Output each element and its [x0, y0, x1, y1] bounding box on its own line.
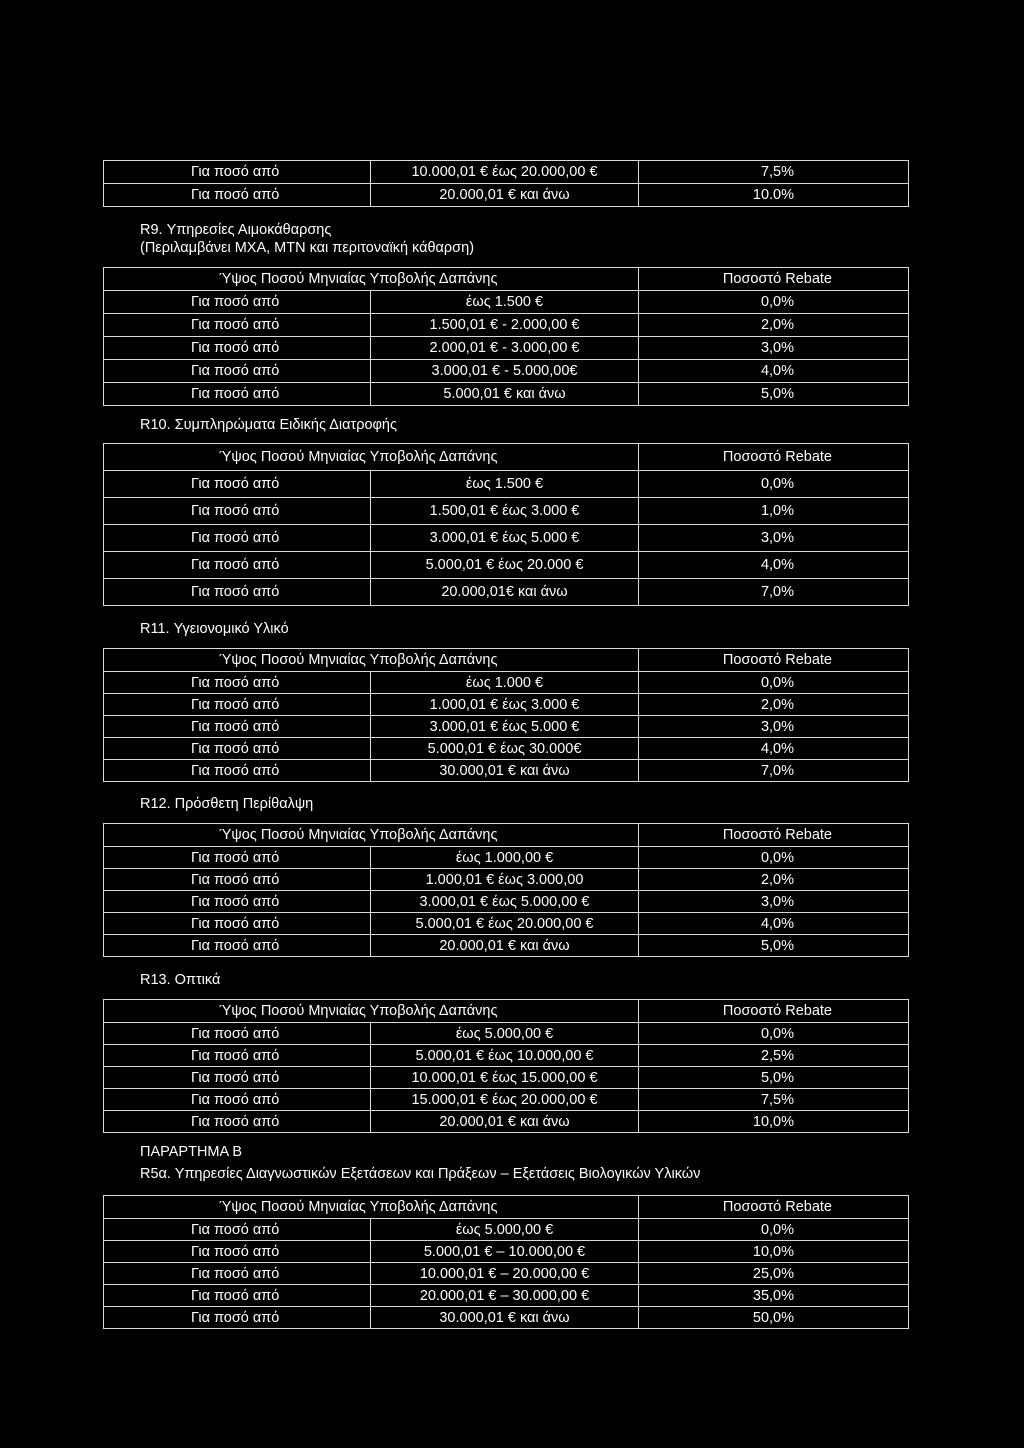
row-rate: 3,0%: [639, 337, 909, 360]
table-row: [104, 1285, 909, 1307]
table-row: [104, 847, 909, 869]
table-row: [104, 1067, 909, 1089]
row-label: Για ποσό από: [104, 184, 371, 207]
table-row: [104, 1263, 909, 1285]
row-rate: 5,0%: [639, 935, 909, 957]
row-label: Για ποσό από: [104, 525, 371, 552]
header-rebate: Ποσοστό Rebate: [639, 1000, 909, 1023]
header-amount: Ύψος Ποσού Μηνιαίας Υποβολής Δαπάνης: [104, 1196, 639, 1219]
row-rate: 10,0%: [639, 1241, 909, 1263]
table-row: [104, 161, 909, 184]
row-rate: 2,5%: [639, 1045, 909, 1067]
row-label: Για ποσό από: [104, 383, 371, 406]
table-top: [103, 160, 909, 207]
row-range: έως 1.500 €: [371, 471, 639, 498]
row-rate: 7,5%: [639, 161, 909, 184]
row-rate: 0,0%: [639, 1023, 909, 1045]
table-row: [104, 383, 909, 406]
row-label: Για ποσό από: [104, 935, 371, 957]
row-label: Για ποσό από: [104, 579, 371, 606]
row-range: 10.000,01 € – 20.000,00 €: [371, 1263, 639, 1285]
row-range: έως 1.500 €: [371, 291, 639, 314]
row-range: 3.000,01 € έως 5.000 €: [371, 716, 639, 738]
row-rate: 0,0%: [639, 1219, 909, 1241]
row-range: 20.000,01 € και άνω: [371, 184, 639, 207]
row-label: Για ποσό από: [104, 672, 371, 694]
row-rate: 4,0%: [639, 552, 909, 579]
table-header-row: [104, 1000, 909, 1023]
table-row: [104, 1111, 909, 1133]
row-rate: 2,0%: [639, 869, 909, 891]
row-label: Για ποσό από: [104, 738, 371, 760]
row-range: 5.000,01 € έως 20.000 €: [371, 552, 639, 579]
row-label: Για ποσό από: [104, 1219, 371, 1241]
row-rate: 50,0%: [639, 1307, 909, 1329]
row-rate: 2,0%: [639, 694, 909, 716]
row-rate: 3,0%: [639, 891, 909, 913]
row-range: 20.000,01€ και άνω: [371, 579, 639, 606]
row-label: Για ποσό από: [104, 891, 371, 913]
row-rate: 25,0%: [639, 1263, 909, 1285]
table-r11: [103, 648, 909, 782]
table-row: [104, 291, 909, 314]
row-label: Για ποσό από: [104, 694, 371, 716]
row-range: 5.000,01 € έως 20.000,00 €: [371, 913, 639, 935]
row-rate: 3,0%: [639, 716, 909, 738]
row-rate: 0,0%: [639, 471, 909, 498]
table-row: [104, 935, 909, 957]
table-row: [104, 1219, 909, 1241]
table-row: [104, 891, 909, 913]
row-label: Για ποσό από: [104, 1263, 371, 1285]
table-row: [104, 1241, 909, 1263]
table-header-row: [104, 1196, 909, 1219]
table-row: [104, 579, 909, 606]
row-range: 3.000,01 € έως 5.000,00 €: [371, 891, 639, 913]
row-label: Για ποσό από: [104, 360, 371, 383]
header-rebate: Ποσοστό Rebate: [639, 1196, 909, 1219]
appendix-subtitle: R5α. Υπηρεσίες Διαγνωστικών Εξετάσεων και Πράξεων – Εξετάσεις Βιολογικών Υλικών: [140, 1166, 701, 1182]
table-row: [104, 1023, 909, 1045]
row-rate: 3,0%: [639, 525, 909, 552]
row-rate: 10,0%: [639, 1111, 909, 1133]
table-header-row: [104, 824, 909, 847]
table-header-row: [104, 649, 909, 672]
row-rate: 7,5%: [639, 1089, 909, 1111]
row-range: 1.500,01 € έως 3.000 €: [371, 498, 639, 525]
table-row: [104, 498, 909, 525]
header-rebate: Ποσοστό Rebate: [639, 268, 909, 291]
row-rate: 2,0%: [639, 314, 909, 337]
row-range: 5.000,01 € έως 10.000,00 €: [371, 1045, 639, 1067]
row-label: Για ποσό από: [104, 1089, 371, 1111]
row-rate: 0,0%: [639, 672, 909, 694]
header-amount: Ύψος Ποσού Μηνιαίας Υποβολής Δαπάνης: [104, 444, 639, 471]
row-label: Για ποσό από: [104, 913, 371, 935]
row-label: Για ποσό από: [104, 1067, 371, 1089]
row-range: 5.000,01 € και άνω: [371, 383, 639, 406]
row-rate: 7,0%: [639, 579, 909, 606]
table-row: [104, 738, 909, 760]
table-row: [104, 471, 909, 498]
table-row: [104, 672, 909, 694]
row-range: 10.000,01 € έως 15.000,00 €: [371, 1067, 639, 1089]
row-label: Για ποσό από: [104, 471, 371, 498]
header-amount: Ύψος Ποσού Μηνιαίας Υποβολής Δαπάνης: [104, 649, 639, 672]
row-range: έως 1.000,00 €: [371, 847, 639, 869]
row-range: 1.000,01 € έως 3.000,00: [371, 869, 639, 891]
row-range: 3.000,01 € έως 5.000 €: [371, 525, 639, 552]
table-row: [104, 716, 909, 738]
row-rate: 7,0%: [639, 760, 909, 782]
table-header-row: [104, 444, 909, 471]
r9-title-line1: R9. Υπηρεσίες Αιμοκάθαρσης: [140, 222, 332, 238]
header-rebate: Ποσοστό Rebate: [639, 444, 909, 471]
row-label: Για ποσό από: [104, 1045, 371, 1067]
r9-title-line2: (Περιλαμβάνει ΜΧΑ, ΜΤΝ και περιτοναϊκή κάθαρση): [140, 240, 475, 256]
row-range: 15.000,01 € έως 20.000,00 €: [371, 1089, 639, 1111]
row-label: Για ποσό από: [104, 161, 371, 184]
row-label: Για ποσό από: [104, 716, 371, 738]
header-amount: Ύψος Ποσού Μηνιαίας Υποβολής Δαπάνης: [104, 1000, 639, 1023]
table-row: [104, 694, 909, 716]
row-label: Για ποσό από: [104, 337, 371, 360]
row-range: 20.000,01 € και άνω: [371, 1111, 639, 1133]
row-rate: 0,0%: [639, 291, 909, 314]
row-range: έως 1.000 €: [371, 672, 639, 694]
row-rate: 5,0%: [639, 1067, 909, 1089]
header-amount: Ύψος Ποσού Μηνιαίας Υποβολής Δαπάνης: [104, 824, 639, 847]
r11-title: R11. Υγειονομικό Υλικό: [140, 621, 289, 637]
row-label: Για ποσό από: [104, 847, 371, 869]
table-row: [104, 913, 909, 935]
row-label: Για ποσό από: [104, 1111, 371, 1133]
appendix-title: ΠΑΡΑΡΤΗΜΑ Β: [140, 1144, 243, 1160]
row-label: Για ποσό από: [104, 1307, 371, 1329]
row-label: Για ποσό από: [104, 498, 371, 525]
r13-title: R13. Οπτικά: [140, 972, 221, 988]
row-rate: 5,0%: [639, 383, 909, 406]
table-row: [104, 1045, 909, 1067]
row-label: Για ποσό από: [104, 760, 371, 782]
row-label: Για ποσό από: [104, 1241, 371, 1263]
row-label: Για ποσό από: [104, 291, 371, 314]
row-range: 2.000,01 € - 3.000,00 €: [371, 337, 639, 360]
table-row: [104, 337, 909, 360]
row-range: έως 5.000,00 €: [371, 1023, 639, 1045]
table-appendix: [103, 1195, 909, 1329]
row-rate: 0,0%: [639, 847, 909, 869]
row-rate: 4,0%: [639, 913, 909, 935]
table-r10: [103, 443, 909, 606]
row-range: 20.000,01 € – 30.000,00 €: [371, 1285, 639, 1307]
table-r9: [103, 267, 909, 406]
row-label: Για ποσό από: [104, 1023, 371, 1045]
r10-title: R10. Συμπληρώματα Ειδικής Διατροφής: [140, 417, 397, 433]
row-range: 1.500,01 € - 2.000,00 €: [371, 314, 639, 337]
row-rate: 4,0%: [639, 360, 909, 383]
table-r12: [103, 823, 909, 957]
table-row: [104, 760, 909, 782]
header-amount: Ύψος Ποσού Μηνιαίας Υποβολής Δαπάνης: [104, 268, 639, 291]
table-row: [104, 525, 909, 552]
header-rebate: Ποσοστό Rebate: [639, 824, 909, 847]
table-row: [104, 1307, 909, 1329]
table-row: [104, 314, 909, 337]
row-range: 5.000,01 € έως 30.000€: [371, 738, 639, 760]
header-rebate: Ποσοστό Rebate: [639, 649, 909, 672]
table-row: [104, 184, 909, 207]
r12-title: R12. Πρόσθετη Περίθαλψη: [140, 796, 314, 812]
row-range: 20.000,01 € και άνω: [371, 935, 639, 957]
row-label: Για ποσό από: [104, 1285, 371, 1307]
row-rate: 10.0%: [639, 184, 909, 207]
table-header-row: [104, 268, 909, 291]
row-range: 30.000,01 € και άνω: [371, 1307, 639, 1329]
table-row: [104, 552, 909, 579]
row-rate: 35,0%: [639, 1285, 909, 1307]
row-rate: 1,0%: [639, 498, 909, 525]
row-label: Για ποσό από: [104, 869, 371, 891]
table-r13: [103, 999, 909, 1133]
row-range: 1.000,01 € έως 3.000 €: [371, 694, 639, 716]
row-range: 10.000,01 € έως 20.000,00 €: [371, 161, 639, 184]
table-row: [104, 869, 909, 891]
row-label: Για ποσό από: [104, 552, 371, 579]
row-range: 30.000,01 € και άνω: [371, 760, 639, 782]
table-row: [104, 1089, 909, 1111]
row-label: Για ποσό από: [104, 314, 371, 337]
row-range: 3.000,01 € - 5.000,00€: [371, 360, 639, 383]
row-range: έως 5.000,00 €: [371, 1219, 639, 1241]
table-row: [104, 360, 909, 383]
row-range: 5.000,01 € – 10.000,00 €: [371, 1241, 639, 1263]
row-rate: 4,0%: [639, 738, 909, 760]
